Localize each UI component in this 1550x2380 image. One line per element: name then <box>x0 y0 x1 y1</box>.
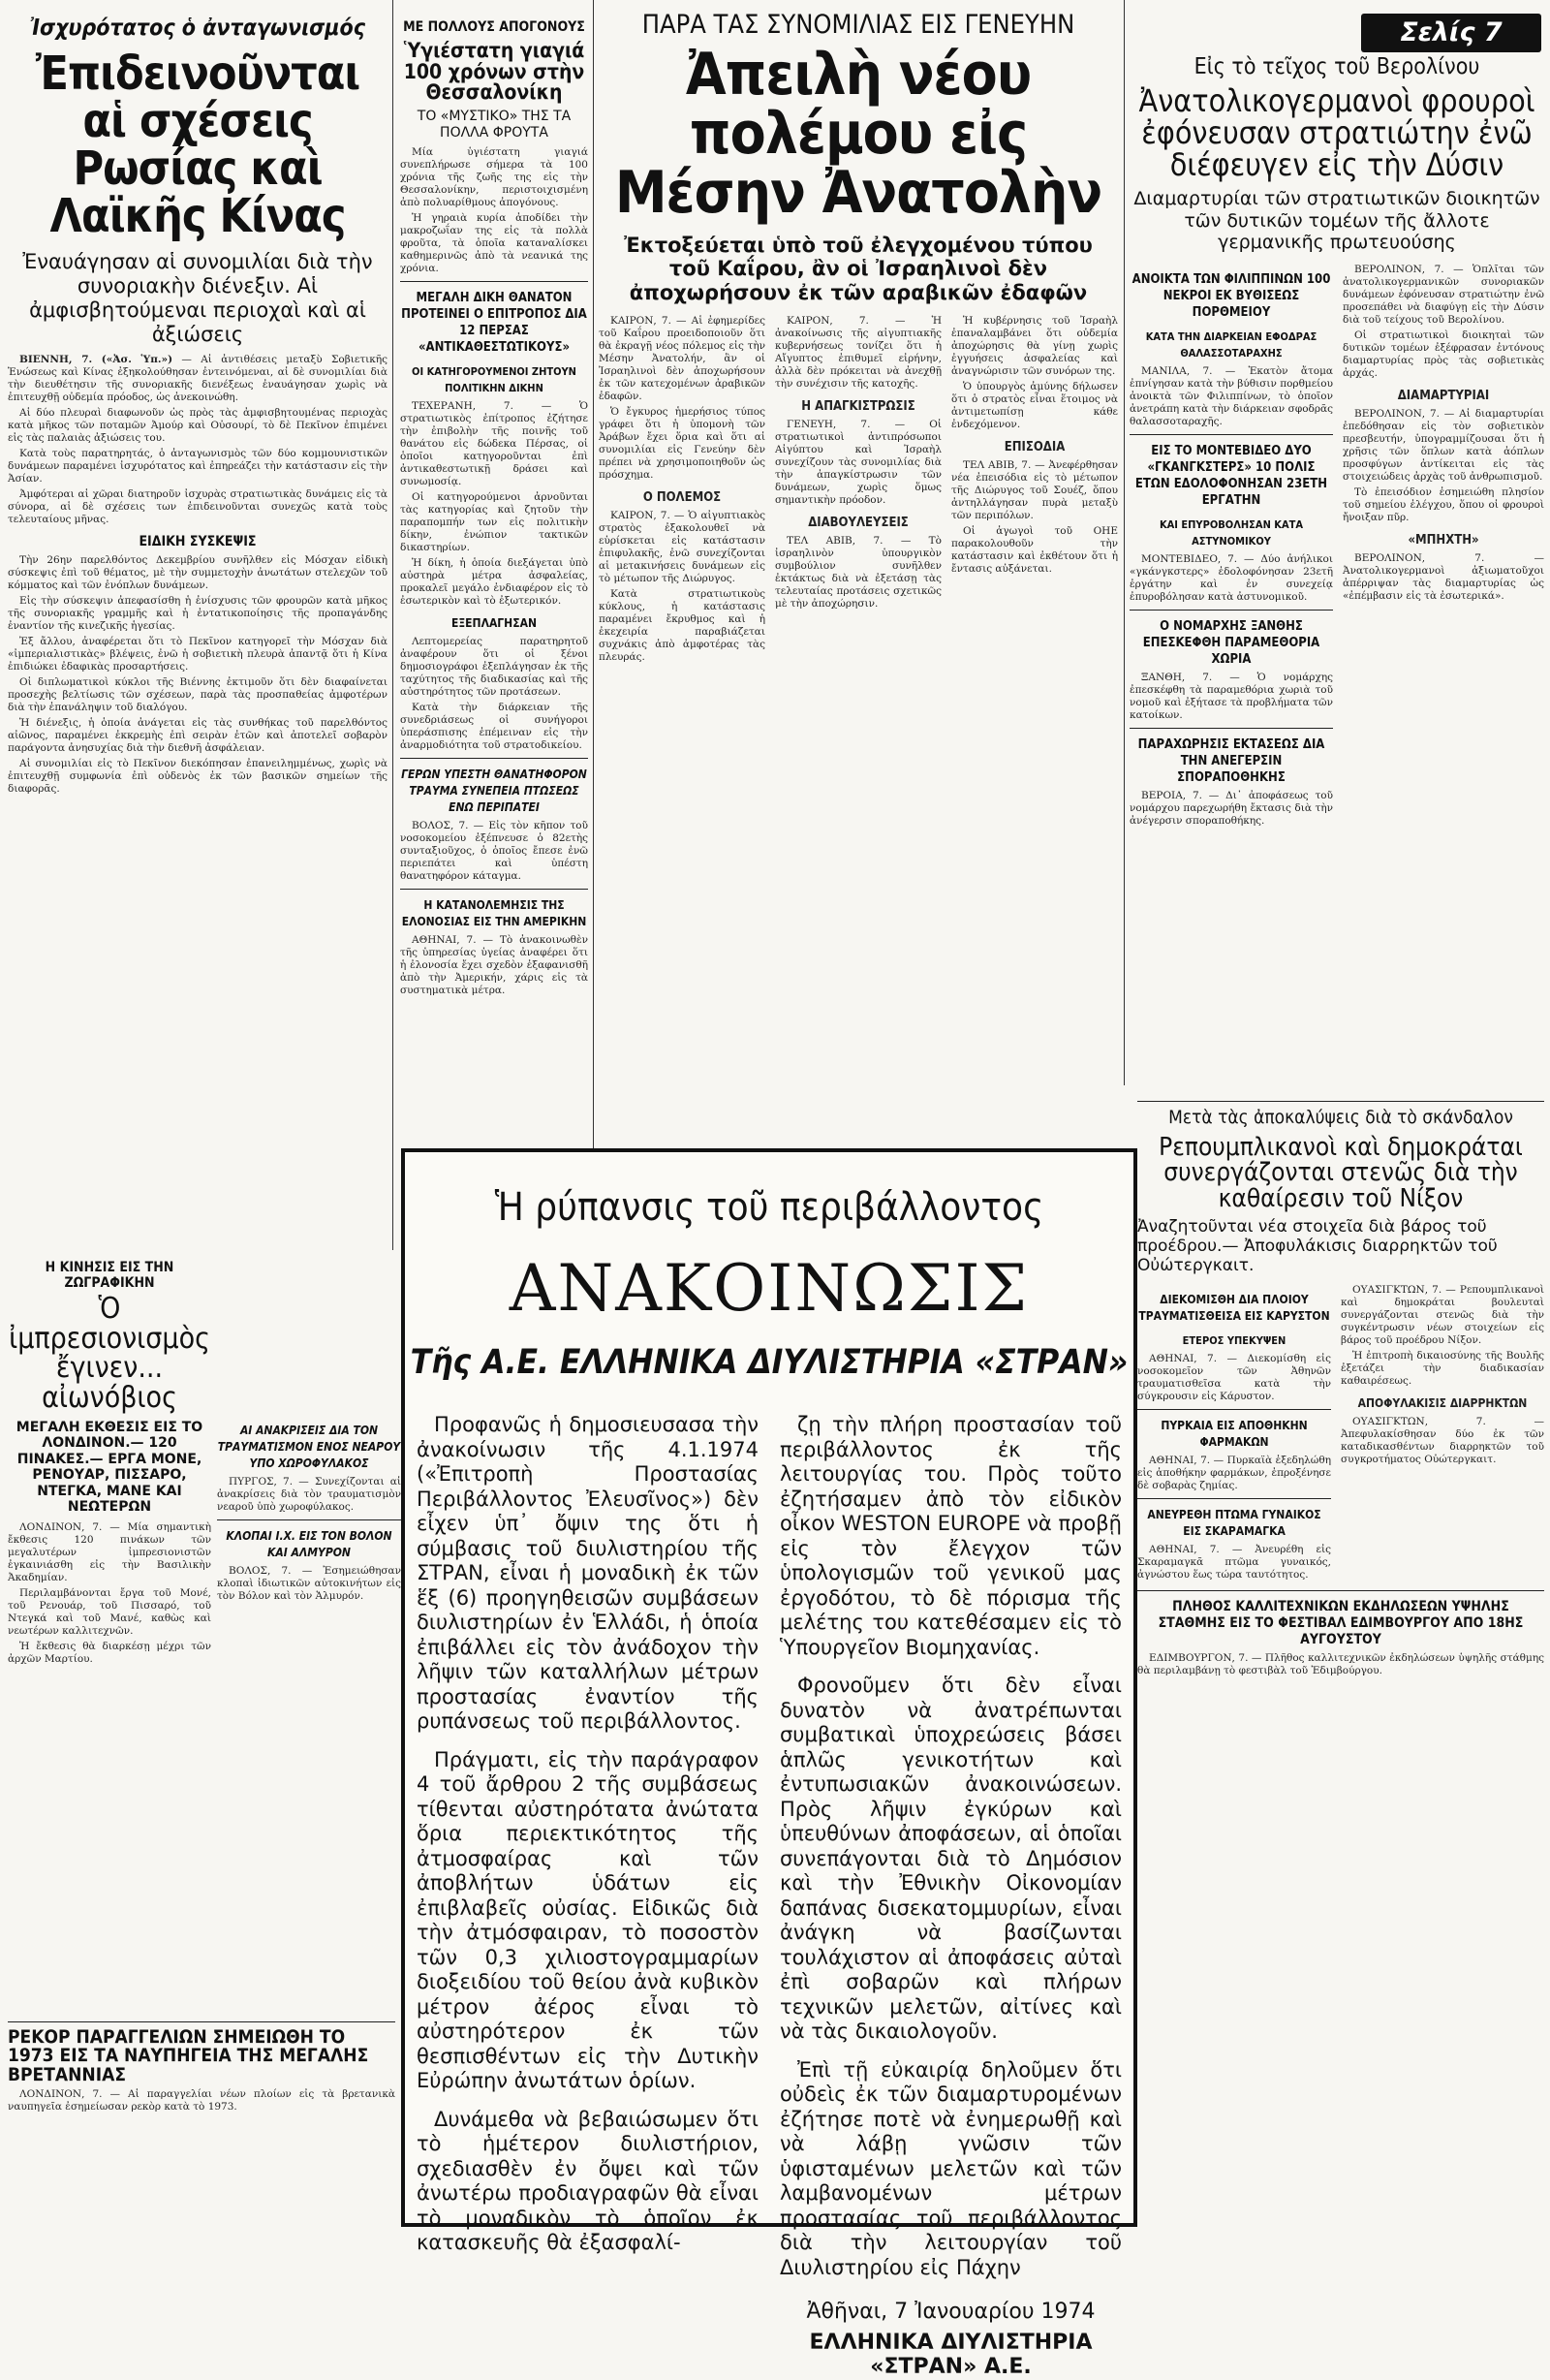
article-body: ΑΘΗΝΑΙ, 7. — Τὸ ἀνακοινωθὲν τῆς ὑπηρεσίας ὑγείας ἀναφέρει ὅτι ἡ ἐλονοσία ἔχει σχεδὸν ἐξαφανισθῆ ἀπὸ τὴν Ἀμερικήν, χάρις εἰς τὰ συστηματικὰ μέτρα. <box>400 934 588 997</box>
news-heading-malaria: Η ΚΑΤΑΝΟΛΕΜΗΣΙΣ ΤΗΣ ΕΛΟΝΟΣΙΑΣ ΕΙΣ ΤΗΝ ΑΜΕΡΙΚΗΝ <box>401 898 587 929</box>
subhead: ΤΟ «ΜΥΣΤΙΚΟ» ΤΗΣ ΤΑ ΠΟΛΛΑ ΦΡΟΥΤΑ <box>417 109 572 141</box>
section-heading: ΔΙΑΒΟΥΛΕΥΣΕΙΣ <box>808 515 909 530</box>
news-subheading: ΚΑΙ ΕΠΥΡΟΒΟΛΗΣΑΝ ΚΑΤΑ ΑΣΤΥΝΟΜΙΚΟΥ <box>1159 517 1304 548</box>
right-columns <box>1130 264 1544 830</box>
news-heading-skaramanga: ΑΝΕΥΡΕΘΗ ΠΤΩΜΑ ΓΥΝΑΙΚΟΣ ΕΙΣ ΣΚΑΡΑΜΑΓΚΑ <box>1147 1507 1321 1538</box>
subhead: Ἐκτοξεύεται ὑπὸ τοῦ ἐλεγχομένου τύπου τοῦ Καΐρου, ἂν οἱ Ἰσραηλινοὶ δὲν ἀποχωρήσουν ἐκ τῶν αραβικῶν ἐδαφῶν <box>624 233 1093 305</box>
ad-columns <box>405 1413 1133 2380</box>
news-subheading: ΕΤΕΡΟΣ ΥΠΕΚΥΨΕΝ <box>1182 1333 1286 1347</box>
ad-paragraph: Φρονοῦμεν ὅτι δὲν εἶναι δυνατὸν νὰ ἀνατρέπωνται συμβατικαὶ ὑποχρεώσεις βάσει ἁπλῶς γενικοτήτων καὶ ἐντυπωσιακῶν ἀνακοινώσεων. Πρὸς λῆψιν ἐγκύρων καὶ ὑπευθύνων ἀποφάσεων, αἱ ὁποῖαι συνεπάγονται διὰ τὸ Δημόσιον καὶ τὴν Ἐθνικὴν Οἰκονομίαν δαπάνας δισεκατομμυρίων, εἶναι ἀνάγκη νὰ βασίζωνται τουλάχιστον αἱ ἀποφάσεις αὐταὶ ἐπὶ σοβαρῶν καὶ πλήρων τεχνικῶν μελετῶν, αἰτίνες καὶ νὰ τὰς δικαιολογοῦν. <box>780 1674 1122 2043</box>
kicker: ΠΑΡΑ ΤΑΣ ΣΥΝΟΜΙΛΙΑΣ ΕΙΣ ΓΕΝΕΥΗΝ <box>641 10 1075 40</box>
section-heading: Η ΑΠΑΓΚΙΣΤΡΩΣΙΣ <box>801 398 915 414</box>
article-body: ΜΟΝΤΕΒΙΔΕΟ, 7. — Δύο ἀνήλικοι «γκάνγκστερς» ἐδολοφόνησαν 23ετῆ ἐργάτην καὶ ἐν συνεχείᾳ ἐπυροβόλησαν κατὰ ἀστυνομικοῦ. <box>1130 552 1333 603</box>
news-subheading: ΚΑΤΑ ΤΗΝ ΔΙΑΡΚΕΙΑΝ ΕΦΟΔΡΑΣ ΘΑΛΑΣΣΟΤΑΡΑΧΗΣ <box>1145 329 1318 360</box>
article-body: ΑΘΗΝΑΙ, 7. — Ἀνευρέθη εἰς Σκαραμαγκᾶ πτῶμα γυναικός, ἀγνώστου ἕως τώρα ταυτότητος. <box>1137 1543 1331 1581</box>
nixon-columns <box>1137 1284 1544 1584</box>
kicker: Ἰσχυρότατος ὁ ἀνταγωνισμός <box>30 16 365 41</box>
article-body: ΛΟΝΔΙΝΟΝ, 7. — Αἱ παραγγελίαι νέων πλοίων εἰς τὰ βρετανικὰ ναυπηγεῖα ἐσημείωσαν ρεκὸρ κατὰ τὸ 1973. <box>8 2088 395 2114</box>
ad-paragraph: Πράγματι, εἰς τὴν παράγραφον 4 τοῦ ἄρθρου 2 τῆς συμβάσεως τίθενται αὐστηρότατα ἀνώτατα ὅρια περιεκτικότητος τῆς ἀτμοσφαίρας καὶ τῶν ἀποβλήτων ὑδάτων εἰς ἐπιβλαβεῖς οὐσίας. Εἰδικῶς διὰ τὴν ἀτμόσφαιραν, τὸ ποσοστὸν τῶν 0,3 χιλιοστογραμμαρίων διοξειδίου τοῦ θείου ἀνὰ κυβικὸν μέτρον ἀέρος εἶναι τὸ αὐστηρότερον ἐκ τῶν θεσπισθέντων εἰς τὴν Δυτικὴν Εὐρώπην ἀνωτάτων ὁρίων. <box>417 1747 759 2092</box>
ad-company: Τῆς Α.Ε. ΕΛΛΗΝΙΚΑ ΔΙΥΛΙΣΤΗΡΙΑ «ΣΤΡΑΝ» <box>410 1343 1129 1382</box>
headline: ΡΕΚΟΡ ΠΑΡΑΓΓΕΛΙΩΝ ΣΗΜΕΙΩΘΗ ΤΟ 1973 ΕΙΣ ΤΑ ΝΑΥΠΗΓΕΙΑ ΤΗΣ ΜΕΓΑΛΗΣ ΒΡΕΤΑΝΝΙΑΣ <box>8 2026 369 2085</box>
section-heading: ΕΙΔΙΚΗ ΣΥΣΚΕΨΙΣ <box>139 534 257 550</box>
column-middle-east <box>599 0 1118 667</box>
news-heading-xanthi: Ο ΝΟΜΑΡΧΗΣ ΞΑΝΘΗΣ ΕΠΕΣΚΕΦΘΗ ΠΑΡΑΜΕΘΟΡΙΑ ΧΩΡΙΑ <box>1142 618 1320 667</box>
section-heading: «ΜΠΗΧΤΗ» <box>1408 532 1479 548</box>
headline: Ἀπειλὴ νέου πολέμου εἰς Μέσην Ἀνατολὴν <box>614 41 1102 228</box>
advertisement-stran <box>401 1148 1137 2379</box>
article-body: Τὴν 26ην παρελθόντος Δεκεμβρίου συνῆλθεν εἰς Μόσχαν εἰδικὴ σύσκεψις ἐπὶ τοῦ θέματος, μὲ τὴν συμμετοχὴν ἀνωτάτων στελεχῶν τοῦ κόμματος καὶ τῶν ἐνόπλων δυνάμεων. Εἰς τὴν σύσκεψιν ἀπεφασίσθη ἡ ἐνίσχυσις τῶν φρουρῶν κατὰ μῆκος τῆς συνοριακῆς γραμμῆς καὶ ἡ ἐντατικοποίησις τῆς προπαγάνδης ἐναντίον τῆς κινεζικῆς ἡγεσίας. Ἐξ ἄλλου, ἀναφέρεται ὅτι τὸ Πεκῖνον κατηγορεῖ τὴν Μόσχαν διὰ «ἰμπεριαλιστικὰς» βλέψεις, ἐνῶ ἡ σοβιετικὴ πλευρὰ ἀπαντᾷ ὅτι ἡ Κίνα ἐπιδιώκει ἐδαφικὰς προσαρτήσεις. Οἱ διπλωματικοὶ κύκλοι τῆς Βιέννης ἐκτιμοῦν ὅτι δὲν διαφαίνεται προσεχὴς βελτίωσις τῶν σχέσεων, παρὰ τὰς προσπαθείας ἀμφοτέρων διὰ τὴν ἐπανάληψιν τοῦ διαλόγου. Ἡ διένεξις, ἡ ὁποία ἀνάγεται εἰς τὰς συνθήκας τοῦ παρελθόντος αἰῶνος, παραμένει ἐκκρεμὴς ἐπὶ σειρὰν ἐτῶν καὶ ἀποτελεῖ σοβαρὸν παράγοντα ἀνησυχίας διὰ τὴν διεθνῆ ἀσφάλειαν. Αἱ συνομιλίαι εἰς τὸ Πεκῖνον διεκόπησαν ἐπανειλημμένως, χωρὶς νὰ ἐπιτευχθῇ συμφωνία ἐπὶ οὐδενὸς ἐκ τῶν βασικῶν σημείων τῆς διαφορᾶς. <box>8 554 388 796</box>
article-body: ΚΑΙΡΟΝ, 7. — Αἱ ἐφημερίδες τοῦ Καΐρου προειδοποιοῦν ὅτι θὰ ἐκραγῇ νέος πόλεμος εἰς τὴν Μέσην Ἀνατολήν, ἂν οἱ Ἰσραηλινοὶ δὲν ἀποχωρήσουν ἐκ τῶν κατεχομένων ἀραβικῶν ἐδαφῶν. Ὁ ἔγκυρος ἡμερήσιος τύπος γράφει ὅτι ἡ ὑπομονὴ τῶν Ἀράβων ἔχει ὅρια καὶ ὅτι αἱ συνομιλίαι εἰς Γενεύην δὲν πρέπει νὰ χρησιμοποιηθοῦν ὡς πρόσχημα. Ο ΠΟΛΕΜΟΣ ΚΑΙΡΟΝ, 7. — Ὁ αἰγυπτιακὸς στρατὸς ἐξακολουθεῖ νὰ εὑρίσκεται εἰς κατάστασιν ἐπιφυλακῆς, ἐνῶ συνεχίζονται αἱ μετακινήσεις δυνάμεων εἰς τὸ μέτωπον τῆς Διώρυγος. Κατὰ στρατιωτικοὺς κύκλους, ἡ κατάστασις παραμένει ἔκρυθμος καὶ ἡ ἐκεχειρία παραβιάζεται συχνάκις ἀπὸ ἀμφοτέρας τὰς πλευράς. <box>599 314 765 663</box>
ad-announcement: ΑΝΑΚΟΙΝΩΣΙΣ <box>509 1251 1030 1326</box>
article-body: ΑΘΗΝΑΙ, 7. — Πυρκαϊὰ ἐξεδηλώθη εἰς ἀποθήκην φαρμάκων, ἐπροξένησε δὲ σοβαρὰς ζημίας. <box>1137 1454 1331 1491</box>
ad-date: Ἀθῆναι, 7 Ἰανουαρίου 1974 <box>806 2300 1096 2324</box>
column-impressionism <box>8 1260 211 1669</box>
short-news-column <box>1137 1284 1331 1584</box>
subhead: Ἐναυάγησαν αἱ συνομιλίαι διὰ τὴν συνοριακὴν διένεξιν. Αἱ ἀμφισβητούμεναι περιοχαὶ καὶ αἱ ἀξιώσεις <box>22 250 373 346</box>
right-subcolumn <box>1130 264 1333 830</box>
column-berlin <box>1130 54 1544 830</box>
column-nixon <box>1137 1095 1544 1680</box>
news-heading-fire: ΠΥΡΚΑΙΑ ΕΙΣ ΑΠΟΘΗΚΗΝ ΦΑΡΜΑΚΩΝ <box>1161 1418 1308 1449</box>
article-body: ΒΟΛΟΣ, 7. — Εἰς τὸν κῆπον τοῦ νοσοκομείου ἐξέπνευσε ὁ 82ετὴς συνταξιοῦχος, ὁ ὁποῖος ἔπεσε ἐνῶ περιεπάτει καὶ ὑπέστη θανατηφόρον κάταγμα. <box>400 820 588 883</box>
news-heading-philippines: ΑΝΟΙΚΤΑ ΤΩΝ ΦΙΛΙΠΠΙΝΩΝ 100 ΝΕΚΡΟΙ ΕΚ ΒΥΘΙΣΕΩΣ ΠΟΡΘΜΕΙΟΥ <box>1132 271 1331 320</box>
news-heading-montevideo: ΕΙΣ ΤΟ ΜΟΝΤΕΒΙΔΕΟ ΔΥΟ «ΓΚΑΝΓΚΣΤΕΡΣ» 10 ΠΟΛΙΣ ΕΤΩΝ ΕΔΟΛΟΦΟΝΗΣΑΝ 23ΕΤΗ ΕΡΓΑΤΗΝ <box>1134 443 1328 508</box>
headline: Ὁ ἰμπρεσιονισμὸς ἔγινεν... αἰωνόβιος <box>9 1292 210 1415</box>
ad-title: Ἡ ρύπανσις τοῦ περιβάλλοντος <box>494 1185 1044 1230</box>
section-heading: ΕΠΙΣΟΔΙΑ <box>1004 439 1066 454</box>
article-body: ΚΑΙΡΟΝ, 7. — Ἡ ἀνακοίνωσις τῆς αἰγυπτιακῆς κυβερνήσεως τονίζει ὅτι ἡ Αἴγυπτος ἐπιθυμεῖ εἰρήνην, ἀλλὰ δὲν πρόκειται νὰ ἀνεχθῇ τὴν συνέχισιν τῆς κατοχῆς. Η ΑΠΑΓΚΙΣΤΡΩΣΙΣ ΓΕΝΕΥΗ, 7. — Οἱ στρατιωτικοὶ ἀντιπρόσωποι Αἰγύπτου καὶ Ἰσραὴλ συνεχίζουν τὰς συνομιλίας διὰ τὴν ἀπαγκίστρωσιν τῶν δυνάμεων, χωρὶς ὅμως σημαντικὴν πρόοδον. ΔΙΑΒΟΥΛΕΥΣΕΙΣ ΤΕΛ ΑΒΙΒ, 7. — Τὸ ἰσραηλινὸν ὑπουργικὸν συμβούλιον συνῆλθεν ἐκτάκτως διὰ νὰ ἐξετάσῃ τὰς τελευταίας προτάσεις σχετικῶς μὲ τὴν ἀποχώρησιν. <box>775 314 942 610</box>
column-rule <box>392 0 393 1250</box>
lead-columns <box>599 315 1118 667</box>
article-body: ΕΔΙΜΒΟΥΡΓΟΝ, 7. — Πλῆθος καλλιτεχνικῶν ἐκδηλώσεων ὑψηλῆς στάθμης θὰ περιλαμβάνῃ τὸ φεστιβὰλ τοῦ Ἐδιμβούργου. <box>1137 1651 1544 1676</box>
news-heading-edinburgh: ΠΛΗΘΟΣ ΚΑΛΛΙΤΕΧΝΙΚΩΝ ΕΚΔΗΛΩΣΕΩΝ ΥΨΗΛΗΣ ΣΤΑΘΜΗΣ ΕΙΣ ΤΟ ΦΕΣΤΙΒΑΛ ΕΔΙΜΒΟΥΡΓΟΥ ΑΠΟ 18ΗΣ ΑΥΓΟΥΣΤΟΥ <box>1158 1598 1524 1647</box>
column-russia-china <box>8 0 388 799</box>
news-subheading: ΟΙ ΚΑΤΗΓΟΡΟΥΜΕΝΟΙ ΖΗΤΟΥΝ ΠΟΛΙΤΙΚΗΝ ΔΙΚΗΝ <box>412 365 576 395</box>
article-body: ΒΟΛΟΣ, 7. — Ἐσημειώθησαν κλοπαὶ ἰδιωτικῶν αὐτοκινήτων εἰς τὸν Βόλον καὶ τὸν Ἁλμυρόν. <box>217 1565 401 1602</box>
article-body: ΤΕΧΕΡΑΝΗ, 7. — Ὁ στρατιωτικὸς ἐπίτροπος ἐζήτησε τὴν ἐπιβολὴν τῆς ποινῆς τοῦ θανάτου εἰς δώδεκα Πέρσας, οἱ ὁποῖοι κατηγοροῦνται ἐπὶ ἀντικαθεστωτικῇ δράσει καὶ συνωμοσίᾳ. Οἱ κατηγορούμενοι ἀρνοῦνται τὰς κατηγορίας καὶ ζητοῦν τὴν παραπομπήν των εἰς πολιτικὴν δίκην, ἐνώπιον τακτικῶν δικαστηρίων. Ἡ δίκη, ἡ ὁποία διεξάγεται ὑπὸ αὐστηρὰ μέτρα ἀσφαλείας, προκαλεῖ μεγάλο ἐνδιαφέρον εἰς τὸ ἐσωτερικὸν καὶ τὸ ἐξωτερικόν. <box>400 400 588 608</box>
column-grandmother <box>400 0 588 1000</box>
page-number-logo: Σελίς 7 <box>1361 14 1541 52</box>
headline: Ρεπουμπλικανοὶ καὶ δημοκράται συνεργάζονται στενῶς διὰ τὴν καθαίρεσιν τοῦ Νίξον <box>1159 1132 1523 1213</box>
article-body: ΜΑΝΙΛΑ, 7. — Ἑκατὸν ἄτομα ἐπνίγησαν κατὰ τὴν βύθισιν πορθμείου ἀνοικτὰ τῶν Φιλιππίνων, τὸ ὁποῖον ἀνετράπη κατὰ τὴν διάρκειαν σφοδρᾶς θαλασσοταραχῆς. <box>1130 364 1333 427</box>
article-body: ΞΑΝΘΗ, 7. — Ὁ νομάρχης ἐπεσκέφθη τὰ παραμεθόρια χωριὰ τοῦ νομοῦ καὶ ἐξήτασε τὰ προβλήματα τῶν κατοίκων. <box>1130 671 1333 721</box>
ad-paragraph: Προφανῶς ἡ δημοσιευσασα τὴν ἀνακοίνωσιν τῆς 4.1.1974 («Ἐπιτροπὴ Προστασίας Περιβάλλοντος Ἐλευσῖνος») δὲν εἶχεν ὑπ᾽ ὄψιν της ὅτι ἡ σύμβασις τοῦ διυλιστηρίου τῆς ΣΤΡΑΝ, εἶναι ἡ μοναδικὴ ἐκ τῶν ἕξ (6) προηγηθεισῶν συμβάσεων διυλιστηρίων ἐν Ἑλλάδι, ἡ ὁποία ἐπιβάλλει εἰς τὸν ἀνάδοχον τὴν λῆψιν τῶν καταλλήλων μέτρων προστασίας ἐναντίον τῆς ρυπάνσεως τοῦ περιβάλλοντος. <box>417 1413 759 1733</box>
kicker: Εἰς τὸ τεῖχος τοῦ Βερολίνου <box>1194 54 1480 79</box>
column-rule <box>1124 0 1125 1085</box>
kicker: Η ΚΙΝΗΣΙΣ ΕΙΣ ΤΗΝ ΖΩΓΡΑΦΙΚΗΝ <box>45 1260 174 1292</box>
article-body: ΑΘΗΝΑΙ, 7. — Διεκομίσθη εἰς νοσοκομεῖον τῶν Ἀθηνῶν τραυματισθεῖσα κατὰ τὴν σύγκρουσιν εἰς Κάρυστον. <box>1137 1352 1331 1402</box>
section-heading: ΔΙΑΜΑΡΤΥΡΙΑΙ <box>1397 388 1490 403</box>
ad-paragraph: Ἐπὶ τῇ εὐκαιρίᾳ δηλοῦμεν ὅτι οὐδεὶς ἐκ τῶν διαμαρτυρομένων ἐζήτησε ποτὲ νὰ ἐνημερωθῇ καὶ νὰ λάβῃ γνῶσιν τῶν ὑφισταμένων μελετῶν καὶ τῶν λαμβανομένων μέτρων προστασίας τοῦ περιβάλλοντος διὰ τὴν λειτουργίαν τοῦ Διυλιστηρίου εἰς Πάχην <box>780 2057 1122 2279</box>
news-heading-karystos: ΔΙΕΚΟΜΙΣΘΗ ΔΙΑ ΠΛΟΙΟΥ ΤΡΑΥΜΑΤΙΣΘΕΙΣΑ ΕΙΣ ΚΑΡΥΣΤΟΝ <box>1138 1292 1330 1323</box>
article-body: ΒΕΡΟΛΙΝΟΝ, 7. — Ὁπλῖται τῶν ἀνατολικογερμανικῶν συνοριακῶν δυνάμεων ἐφόνευσαν στρατιώτην ἐνῶ προσεπάθει νὰ διαφύγῃ εἰς τὴν Δύσιν διὰ τοῦ τείχους τοῦ Βερολίνου. Οἱ στρατιωτικοὶ διοικηταὶ τῶν δυτικῶν τομέων ἐξέφρασαν ἐντόνους διαμαρτυρίας πρὸς τὰς σοβιετικὰς ἀρχάς. ΔΙΑΜΑΡΤΥΡΙΑΙ ΒΕΡΟΛΙΝΟΝ, 7. — Αἱ διαμαρτυρίαι ἐπεδόθησαν εἰς τὸν σοβιετικὸν πρεσβευτήν, ὑπογραμμίζουσαι ὅτι ἡ χρῆσις τῶν ὅπλων κατὰ ἀόπλων προσφύγων ἀντίκειται εἰς τὰς στοιχειώδεις ἀρχὰς τοῦ ἀνθρωπισμοῦ. Τὸ ἐπεισόδιον ἐσημειώθη πλησίον τοῦ σημείου ἐλέγχου, ὅπου οἱ φρουροὶ ἤνοιξαν πῦρ. «ΜΠΗΧΤΗ» ΒΕΡΟΛΙΝΟΝ, 7. — Ἀνατολικογερμανοὶ ἀξιωματοῦχοι ἀπέρριψαν τὰς διαμαρτυρίας ὡς «ἐπέμβασιν εἰς τὰ ἐσωτερικά». <box>1343 263 1544 602</box>
article-body: Μία ὑγιέστατη γιαγιά συνεπλήρωσε σήμερα τὰ 100 χρόνια τῆς ζωῆς της εἰς τὴν Θεσσαλονίκην, περιστοιχισμένη ἀπὸ πολυαρίθμους ἀπογόνους. Ἡ γηραιὰ κυρία ἀποδίδει τὴν μακροζωΐαν της εἰς τὰ πολλὰ φροῦτα, τὰ ὁποῖα καταναλίσκει καθημερινῶς ἀπὸ τὰ νεανικά της χρόνια. <box>400 146 588 275</box>
ad-signature: ΕΛΛΗΝΙΚΑ ΔΙΥΛΙΣΤΗΡΙΑ «ΣΤΡΑΝ» Α.Ε. <box>809 2330 1093 2379</box>
news-heading-investigation: ΑΙ ΑΝΑΚΡΙΣΕΙΣ ΔΙΑ ΤΟΝ ΤΡΑΥΜΑΤΙΣΜΟΝ ΕΝΟΣ ΝΕΑΡΟΥ ΥΠΟ ΧΩΡΟΦΥΛΑΚΟΣ <box>217 1424 401 1470</box>
headline: Ὑγιέστατη γιαγιά 100 χρόνων στὴν Θεσσαλονίκη <box>403 39 585 104</box>
headline: Ἐπιδεινοῦνται αἱ σχέσεις Ρωσίας καὶ Λαϊκῆς Κίνας <box>35 47 360 244</box>
headline: Ἀνατολικογερμανοὶ φρουροὶ ἐφόνευσαν στρατιώτην ἐνῶ διέφευγεν εἰς τὴν Δύσιν <box>1138 82 1535 183</box>
kicker: Μετὰ τὰς ἀποκαλύψεις διὰ τὸ σκάνδαλον <box>1168 1107 1513 1128</box>
article-body: Ἡ κυβέρνησις τοῦ Ἰσραὴλ ἐπαναλαμβάνει ὅτι οὐδεμία ἀποχώρησις θὰ γίνῃ χωρὶς ἐγγυήσεις ἀσφαλείας καὶ ἀναγνώρισιν τῶν συνόρων της. Ὁ ὑπουργὸς ἀμύνης δήλωσεν ὅτι ὁ στρατὸς εἶναι ἕτοιμος νὰ ἀντιμετωπίσῃ κάθε ἐνδεχόμενον. ΕΠΙΣΟΔΙΑ ΤΕΛ ΑΒΙΒ, 7. — Ἀνεφέρθησαν νέα ἐπεισόδια εἰς τὸ μέτωπον τῆς Διώρυγος τοῦ Σουέζ, ὅπου ἀντηλλάγησαν πυρὰ μεταξὺ τῶν περιπόλων. Οἱ ἀγωγοὶ τοῦ ΟΗΕ παρακολουθοῦν τὴν κατάστασιν καὶ ἐκθέτουν ὅτι ἡ ἔντασις αὐξάνεται. <box>951 314 1118 575</box>
dateline: ΒΙΕΝΝΗ, 7. («Ἀσ. Ὑπ.») <box>19 354 173 366</box>
kicker: ΜΕ ΠΟΛΛΟΥΣ ΑΠΟΓΟΝΟΥΣ <box>403 19 585 35</box>
article-body: ΒΙΕΝΝΗ, 7. («Ἀσ. Ὑπ.») — Αἱ ἀντιθέσεις μεταξὺ Σοβιετικῆς Ἑνώσεως καὶ Κίνας ἐξηκολούθησαν ἐντεινόμεναι, αἱ δὲ συνομιλίαι διὰ τὴν διευθέτησιν τῆς συνοριακῆς διενέξεως ἐναυάγησαν χωρὶς νὰ ἐπιτευχθῇ οὐδεμία πρόοδος, ὡς ἀνεκοινώθη. Αἱ δύο πλευραὶ διαφωνοῦν ὡς πρὸς τὰς ἀμφισβητουμένας περιοχὰς κατὰ μῆκος τῶν ποταμῶν Ἀμούρ καὶ Οὐσουρί, τὸ δὲ Πεκῖνον ἐπιμένει εἰς τὰς παλαιὰς ἀξιώσεις του. Κατὰ τοὺς παρατηρητάς, ὁ ἀνταγωνισμὸς τῶν δύο κομμουνιστικῶν δυνάμεων παραμένει ἰσχυρότατος καὶ ἐπηρεάζει τὴν κατάστασιν εἰς τὴν Ἀσίαν. Ἀμφότεραι αἱ χῶραι διατηροῦν ἰσχυρὰς στρατιωτικὰς δυνάμεις εἰς τὰ σύνορα, αἱ δὲ σχέσεις των ἐπιδεινοῦνται συνεχῶς κατὰ τοὺς τελευταίους μῆνας. <box>8 354 388 526</box>
news-heading-trial: ΜΕΓΑΛΗ ΔΙΚΗ ΘΑΝΑΤΟΝ ΠΡΟΤΕΙΝΕΙ Ο ΕΠΙΤΡΟΠΟΣ ΔΙΑ 12 ΠΕΡΣΑΣ «ΑΝΤΙΚΑΘΕΣΤΩΤΙΚΟΥΣ» <box>401 291 587 356</box>
section-heading: ΑΠΟΦΥΛΑΚΙΣΙΣ ΔΙΑΡΡΗΚΤΩΝ <box>1357 1395 1528 1410</box>
ad-left-column <box>417 1413 759 2380</box>
ad-right-column <box>780 1413 1122 2380</box>
news-heading-thefts: ΚΛΟΠΑΙ Ι.Χ. ΕΙΣ ΤΟΝ ΒΟΛΟΝ ΚΑΙ ΑΛΜΥΡΟΝ <box>226 1529 392 1559</box>
subhead: Διαμαρτυρίαι τῶν στρατιωτικῶν διοικητῶν τῶν δυτικῶν τομέων τῆς ἄλλοτε γερμανικῆς πρωτευούσης <box>1133 188 1540 254</box>
column-shipyards <box>8 2016 395 2116</box>
news-heading-elderly: ΓΕΡΩΝ ΥΠΕΣΤΗ ΘΑΝΑΤΗΦΟΡΟΝ ΤΡΑΥΜΑ ΣΥΝΕΠΕΙΑ ΠΤΩΣΕΩΣ ΕΝΩ ΠΕΡΙΠΑΤΕΙ <box>401 767 587 815</box>
section-heading: ΕΞΕΠΛΑΓΗΣΑΝ <box>450 616 537 631</box>
column-short-news <box>217 1415 401 1606</box>
article-body: ΟΥΑΣΙΓΚΤΩΝ, 7. — Ρεπουμπλικανοὶ καὶ δημοκράται βουλευταὶ συνεργάζονται στενῶς διὰ τὴν συγκέντρωσιν νέων στοιχείων εἰς βάρος τοῦ προέδρου Νίξον. Ἡ ἐπιτροπὴ δικαιοσύνης τῆς Βουλῆς ἐξετάζει τὴν διαδικασίαν καθαιρέσεως. ΑΠΟΦΥΛΑΚΙΣΙΣ ΔΙΑΡΡΗΚΤΩΝ ΟΥΑΣΙΓΚΤΩΝ, 7. — Ἀπεφυλακίσθησαν δύο ἐκ τῶν καταδικασθέντων διαρρηκτῶν τοῦ συγκροτήματος Οὐώτεργκαιτ. <box>1341 1283 1544 1465</box>
article-body: ΛΟΝΔΙΝΟΝ, 7. — Μία σημαντικὴ ἔκθεσις 120 πινάκων τῶν μεγαλυτέρων ἰμπρεσιονιστῶν ἐγκαινιάσθη εἰς τὴν Βασιλικὴν Ἀκαδημίαν. Περιλαμβάνονται ἔργα τοῦ Μονέ, τοῦ Ρενουάρ, τοῦ Πισσαρό, τοῦ Ντεγκά καὶ τοῦ Μανέ, καθὼς καὶ νεωτέρων καλλιτεχνῶν. Ἡ ἔκθεσις θὰ διαρκέσῃ μέχρι τῶν ἀρχῶν Μαρτίου. <box>8 1520 211 1665</box>
article-body: ΠΥΡΓΟΣ, 7. — Συνεχίζονται αἱ ἀνακρίσεις διὰ τὸν τραυματισμὸν νεαροῦ ὑπὸ χωροφύλακος. <box>217 1476 401 1513</box>
article-body: ΒΕΡΟΙΑ, 7. — Δι᾽ ἀποφάσεως τοῦ νομάρχου παρεχωρήθη ἔκτασις διὰ τὴν ἀνέγερσιν σποραποθήκης. <box>1130 789 1333 827</box>
subhead: ΜΕΓΑΛΗ ΕΚΘΕΣΙΣ ΕΙΣ ΤΟ ΛΟΝΔΙΝΟΝ.— 120 ΠΙΝΑΚΕΣ.— ΕΡΓΑ ΜΟΝΕ, ΡΕΝΟΥΑΡ, ΠΙΣΣΑΡΟ, ΝΤΕΓΚΑ, ΜΑΝΕ ΚΑΙ ΝΕΩΤΕΡΩΝ <box>16 1419 203 1516</box>
news-heading-veria: ΠΑΡΑΧΩΡΗΣΙΣ ΕΚΤΑΣΕΩΣ ΔΙΑ ΤΗΝ ΑΝΕΓΕΡΣΙΝ ΣΠΟΡΑΠΟΘΗΚΗΣ <box>1137 736 1325 785</box>
column-rule <box>593 0 594 1250</box>
ad-paragraph: Δυνάμεθα νὰ βεβαιώσωμεν ὅτι τὸ ἡμέτερον διυλιστήριον, σχεδιασθὲν ἐν ὄψει καὶ τῶν ἀνωτέρω προδιαγραφῶν θὰ εἶναι τὸ μοναδικὸν τὸ ὁποῖον ἐκ κατασκευῆς θὰ ἐξασφαλί- <box>417 2107 759 2254</box>
article-body: Λεπτομερείας παρατηρητοῦ ἀναφέρουν ὅτι οἱ ξένοι δημοσιογράφοι ἐξεπλάγησαν ἐκ τῆς ταχύτητος τῆς διαδικασίας καὶ τῆς αὐστηρότητος τῶν προτάσεων. Κατὰ τὴν διάρκειαν τῆς συνεδριάσεως οἱ συνήγοροι ὑπεράσπισης ἐπέμειναν εἰς τὴν ἀναρμοδιότητα τοῦ στρατοδικείου. <box>400 636 588 752</box>
section-heading: Ο ΠΟΛΕΜΟΣ <box>642 489 722 505</box>
ad-paragraph: ζῃ τὴν πλήρη προστασίαν τοῦ περιβάλλοντος ἐκ τῆς λειτουργίας του. Πρὸς τοῦτο ἐζητήσαμεν ἀπὸ τὸν εἰδικὸν οἶκον WESTON EUROPE νὰ προβῇ εἰς τὸν ἔλεγχον τῶν ὑπολογισμῶν τοῦ γενικοῦ μας ἐργοδότου, τὸ δὲ πόρισμα τῆς μελέτης του κατεθέσαμεν εἰς τὸ Ὑπουργεῖον Βιομηχανίας. <box>780 1413 1122 1659</box>
subhead: Ἀναζητοῦνται νέα στοιχεῖα διὰ βάρος τοῦ προέδρου.— Ἀποφυλάκισις διαρρηκτῶν τοῦ Οὐώτεργκαιτ. <box>1137 1217 1498 1276</box>
